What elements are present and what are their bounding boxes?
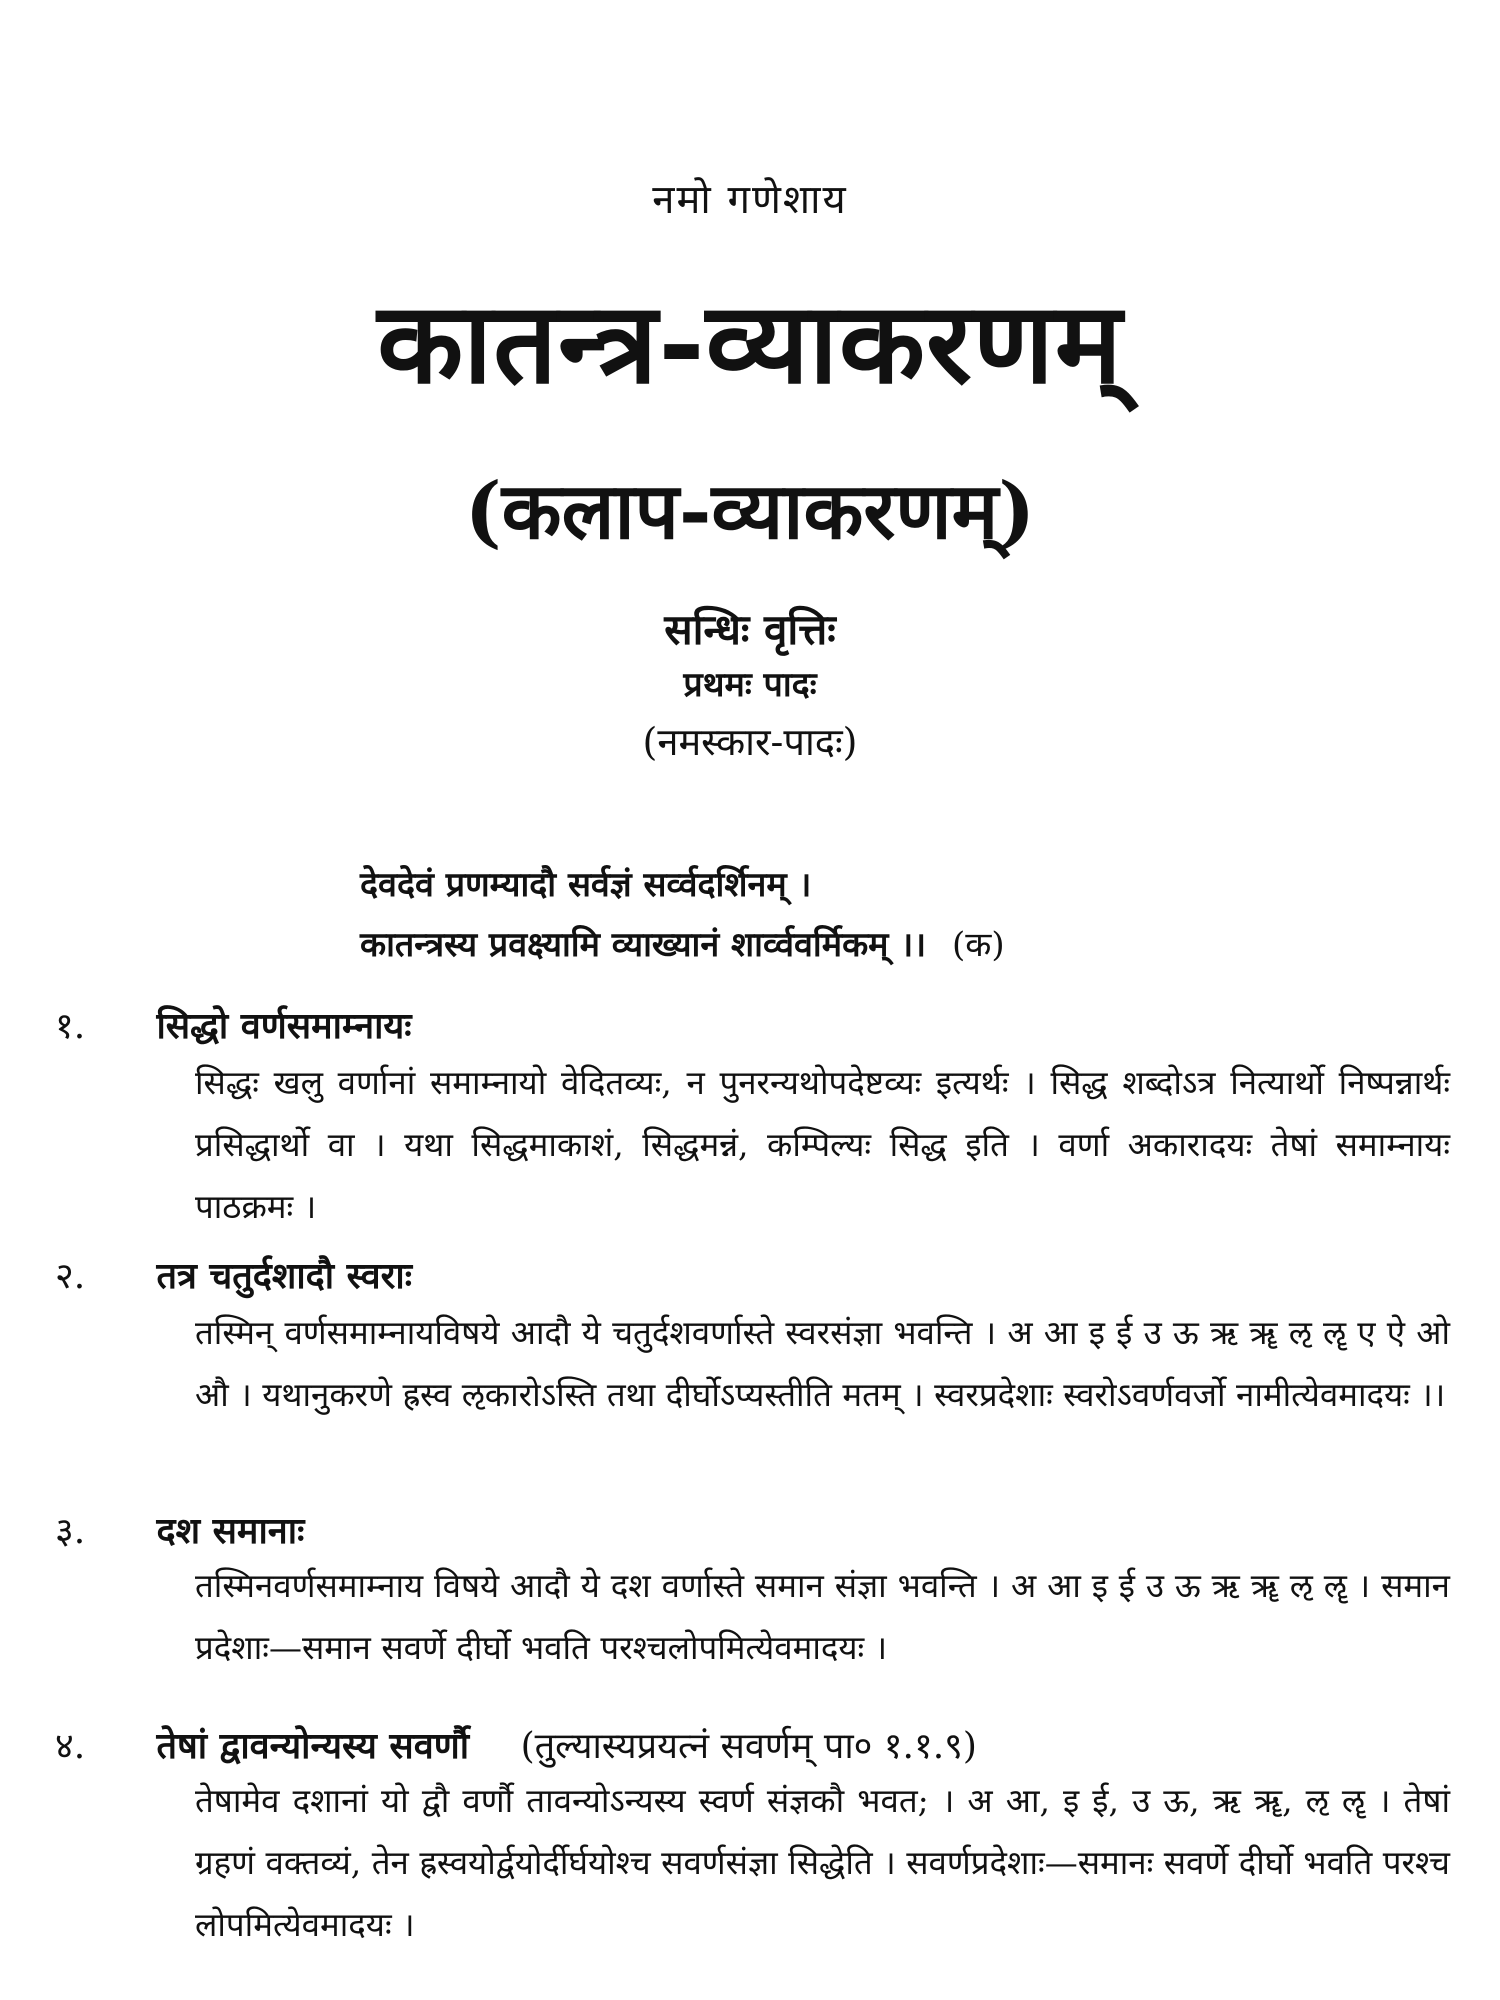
opening-verse-line-1: देवदेवं प्रणम्यादौ सर्वज्ञं सर्व्वदर्शिनम् ।: [360, 865, 812, 905]
sutra-text: तेषां द्वावन्योन्यस्य सवर्णौ: [156, 1725, 470, 1767]
commentary-text: तेषामेव दशानां यो द्वौ वर्णौ तावन्योऽन्यस्य स्वर्ण संज्ञकौ भवत; । अ आ, इ ई, उ ऊ, ऋ ॠ, ऌ ॡ । तेषां ग्रहणं वक्तव्यं, तेन ह्रस्वयोर्द्वयोर्दीर्घयोश्च सवर्णसंज्ञा सिद्धेति । सवर्णप्रदेशाः—समानः सवर्णे दीर्घो भवति परश्च लोपमित्येवमादयः ।: [195, 1781, 1450, 1944]
opening-verse-line-2: [360, 920, 1005, 966]
opening-verse-label: (क): [951, 925, 1005, 965]
sutra-commentary: [55, 1555, 1450, 1679]
sutra-number: २.: [55, 1256, 86, 1297]
sutra-commentary: [55, 1770, 1450, 1956]
commentary-text: तस्मिनवर्णसमाम्नाय विषये आदौ ये दश वर्णास्ते समान संज्ञा भवन्ति । अ आ इ ई उ ऊ ऋ ॠ ऌ ॡ । समान प्रदेशाः—समान सवर्णे दीर्घो भवति परश्चलोपमित्येवमादयः ।: [195, 1566, 1450, 1667]
sutra-number: १.: [55, 1006, 86, 1047]
sutra-number: ३.: [55, 1511, 86, 1552]
chapter-heading: सन्धिः वृत्तिः: [664, 605, 836, 654]
sutra-heading: [55, 1000, 412, 1049]
sutra-commentary: [55, 1302, 1450, 1426]
sutra-reference: (तुल्यास्यप्रयत्नं सवर्णम् पा० १.१.९): [520, 1726, 977, 1767]
sutra-number: ४.: [55, 1726, 86, 1767]
commentary-text: तस्मिन् वर्णसमाम्नायविषये आदौ ये चतुर्दशवर्णास्ते स्वरसंज्ञा भवन्ति । अ आ इ ई उ ऊ ऋ ॠ ऌ ॡ ए ऐ ओ औ । यथानुकरणे ह्रस्व ऌकारोऽस्ति तथा दीर्घोऽप्यस्तीति मतम् । स्वरप्रदेशाः स्वरोऽवर्णवर्जो नामीत्येवमादयः ।।: [195, 1313, 1450, 1414]
invocation-line: नमो गणेशाय: [652, 177, 848, 223]
opening-verse-line-2-text: कातन्त्रस्य प्रवक्ष्यामि व्याख्यानं शार्व्ववर्मिकम् ।।: [360, 925, 927, 965]
sutra-text: तत्र चतुर्दशादौ स्वराः: [156, 1255, 412, 1297]
sutra-text: दश समानाः: [156, 1510, 305, 1552]
commentary-text: सिद्धः खलु वर्णानां समाम्नायो वेदितव्यः, न पुनरन्यथोपदेष्टव्यः इत्यर्थः । सिद्ध शब्दोऽत्र नित्यार्थो निष्पन्नार्थः प्रसिद्धार्थो वा । यथा सिद्धमाकाशं, सिद्धमन्नं, कम्पिल्यः सिद्ध इति । वर्णा अकारादयः तेषां समाम्नायः पाठक्रमः ।: [195, 1063, 1450, 1226]
book-subtitle: (कलाप-व्याकरणम्): [464, 466, 1036, 557]
pada-alt-heading: (नमस्कार-पादः): [642, 720, 858, 764]
sutra-heading: [55, 1720, 977, 1769]
book-title: कातन्त्र-व्याकरणम्: [377, 278, 1123, 409]
sutra-heading: [55, 1505, 304, 1554]
sutra-text: सिद्धो वर्णसमाम्नायः: [156, 1005, 412, 1047]
sutra-heading: [55, 1250, 412, 1299]
pada-heading: प्रथमः पादः: [683, 665, 817, 705]
sutra-commentary: [55, 1052, 1450, 1238]
